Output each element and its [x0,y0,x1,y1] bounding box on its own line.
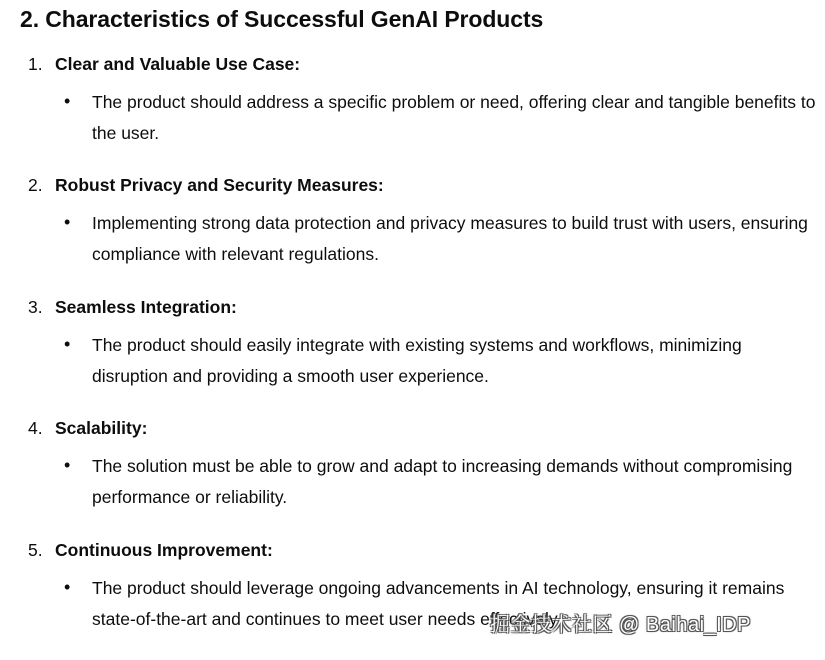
item-title: Scalability: [55,418,148,438]
bullet-icon: • [64,212,71,232]
item-number: 1. [28,54,43,74]
item-number: 2. [28,175,43,195]
item-header [28,416,147,440]
item-title: Clear and Valuable Use Case: [55,54,301,74]
watermark: 掘金技术社区 @ Baihai_IDP [490,614,751,636]
item-title: Continuous Improvement: [55,540,273,560]
item-header [28,538,273,562]
bullet-icon: • [64,91,71,111]
item-header [28,52,300,76]
item-description: The product should leverage ongoing advancements in AI technology, ensuring it remains state-of-the-art and continues to meet user needs effectively. [92,578,785,629]
item-header [28,173,384,197]
section-heading: 2. Characteristics of Successful GenAI Products [20,6,544,32]
bullet-icon: • [64,577,71,597]
item-number: 3. [28,297,43,317]
item-description: The product should address a specific problem or need, offering clear and tangible benefits to the user. [92,92,816,143]
item-title: Seamless Integration: [55,297,237,317]
bullet-icon: • [64,334,71,354]
item-description: The product should easily integrate with existing systems and workflows, minimizing disruption and providing a smooth user experience. [92,335,742,386]
item-number: 5. [28,540,43,560]
bullet-icon: • [64,455,71,475]
item-description: Implementing strong data protection and privacy measures to build trust with users, ensuring compliance with relevant regulations. [92,213,808,264]
item-description: The solution must be able to grow and adapt to increasing demands without compromising performance or reliability. [92,456,793,507]
item-header [28,295,237,319]
item-title: Robust Privacy and Security Measures: [55,175,384,195]
item-number: 4. [28,418,43,438]
